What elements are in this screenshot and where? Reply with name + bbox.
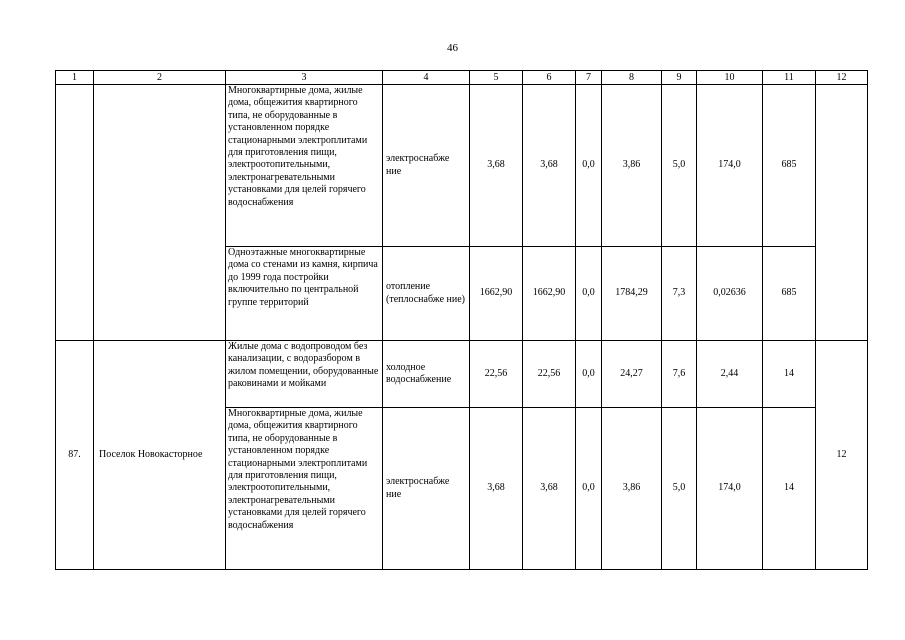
value-cell: 174,0 <box>697 408 763 570</box>
header-cell: 8 <box>602 71 662 85</box>
row-number-cell <box>56 85 94 341</box>
value-cell: 0,02636 <box>697 247 763 341</box>
header-cell: 3 <box>226 71 383 85</box>
value-cell: 3,68 <box>470 408 523 570</box>
value-cell: 1662,90 <box>523 247 576 341</box>
value-cell: 22,56 <box>523 341 576 408</box>
housing-description: Одноэтажные многоквартирные дома со стенами из камня, кирпича до 1999 года постройки включительно по центральной группе территорий <box>226 247 383 341</box>
value-cell: 2,44 <box>697 341 763 408</box>
value-cell: 0,0 <box>576 408 602 570</box>
header-cell: 7 <box>576 71 602 85</box>
value-cell: 0,0 <box>576 341 602 408</box>
header-cell: 5 <box>470 71 523 85</box>
value-cell: 685 <box>763 247 816 341</box>
value-cell: 14 <box>763 341 816 408</box>
value-cell: 14 <box>763 408 816 570</box>
value-cell: 7,6 <box>662 341 697 408</box>
table-row <box>56 341 868 408</box>
value-cell: 3,86 <box>602 408 662 570</box>
header-cell: 2 <box>94 71 226 85</box>
utility-type: отопление (теплоснабже ние) <box>383 247 470 341</box>
value-cell: 7,3 <box>662 247 697 341</box>
value-cell: 0,0 <box>576 247 602 341</box>
tariff-table <box>55 70 868 570</box>
row-number-cell: 87. <box>56 341 94 570</box>
value-cell: 174,0 <box>697 85 763 247</box>
utility-type: электроснабже ние <box>383 408 470 570</box>
page-number: 46 <box>447 42 458 54</box>
header-cell: 1 <box>56 71 94 85</box>
value-cell: 1784,29 <box>602 247 662 341</box>
value-cell: 1662,90 <box>470 247 523 341</box>
header-row <box>56 71 868 85</box>
header-cell: 4 <box>383 71 470 85</box>
housing-description: Многоквартирные дома, жилые дома, общежития квартирного типа, не оборудованные в установленном порядке стационарными электроплитами для приготовления пищи, электроотопительными, электронагревательными установками для целей горячего водоснабжения <box>226 85 383 247</box>
header-cell: 11 <box>763 71 816 85</box>
value-cell: 3,68 <box>523 408 576 570</box>
col12-cell <box>816 85 868 341</box>
value-cell: 3,86 <box>602 85 662 247</box>
utility-type: холодное водоснабжение <box>383 341 470 408</box>
col12-value: 12 <box>816 341 868 570</box>
header-cell: 10 <box>697 71 763 85</box>
header-cell: 12 <box>816 71 868 85</box>
settlement-cell <box>94 85 226 341</box>
housing-description: Многоквартирные дома, жилые дома, общежития квартирного типа, не оборудованные в установленном порядке стационарными электроплитами для приготовления пищи, электроотопительными, электронагревательными установками для целей горячего водоснабжения <box>226 408 383 570</box>
value-cell: 5,0 <box>662 85 697 247</box>
value-cell: 22,56 <box>470 341 523 408</box>
header-cell: 6 <box>523 71 576 85</box>
value-cell: 0,0 <box>576 85 602 247</box>
value-cell: 24,27 <box>602 341 662 408</box>
table-row <box>56 85 868 247</box>
value-cell: 5,0 <box>662 408 697 570</box>
housing-description: Жилые дома с водопроводом без канализации, с водоразбором в жилом помещении, оборудованные раковинами и мойками <box>226 341 383 408</box>
settlement-name: Поселок Новокасторное <box>94 341 226 570</box>
value-cell: 3,68 <box>523 85 576 247</box>
header-cell: 9 <box>662 71 697 85</box>
value-cell: 685 <box>763 85 816 247</box>
utility-type: электроснабже ние <box>383 85 470 247</box>
value-cell: 3,68 <box>470 85 523 247</box>
